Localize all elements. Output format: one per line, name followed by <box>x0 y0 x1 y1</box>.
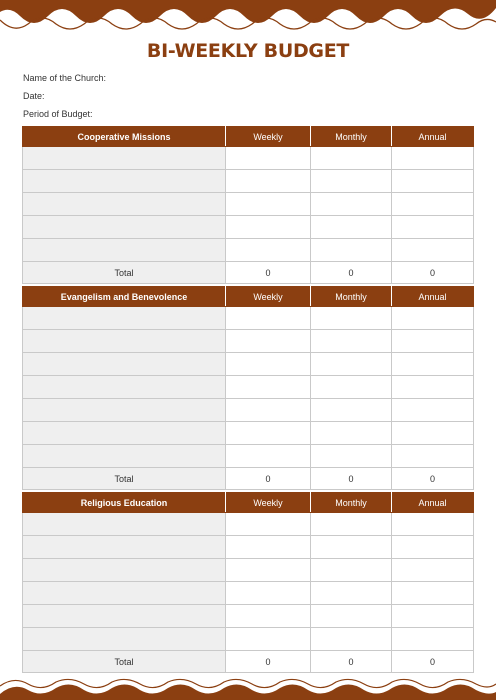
total-value: 0 <box>311 651 392 673</box>
annual-amount-cell[interactable] <box>392 239 474 262</box>
top-wave-decoration <box>0 0 496 34</box>
annual-amount-cell[interactable] <box>392 330 474 353</box>
annual-amount-cell[interactable] <box>392 399 474 422</box>
table-row <box>23 216 474 239</box>
section-header-row <box>23 493 474 513</box>
annual-amount-cell[interactable] <box>392 559 474 582</box>
table-row <box>23 147 474 170</box>
weekly-amount-cell[interactable] <box>226 216 311 239</box>
item-name-cell[interactable] <box>23 422 226 445</box>
page-title: BI-WEEKLY BUDGET <box>146 40 350 62</box>
total-row <box>23 262 474 284</box>
table-row <box>23 445 474 468</box>
monthly-amount-cell[interactable] <box>311 330 392 353</box>
table-row <box>23 628 474 651</box>
weekly-amount-cell[interactable] <box>226 170 311 193</box>
column-header-annual: Annual <box>392 127 474 147</box>
weekly-amount-cell[interactable] <box>226 399 311 422</box>
item-name-cell[interactable] <box>23 445 226 468</box>
monthly-amount-cell[interactable] <box>311 445 392 468</box>
table-row <box>23 193 474 216</box>
weekly-amount-cell[interactable] <box>226 422 311 445</box>
annual-amount-cell[interactable] <box>392 605 474 628</box>
total-value: 0 <box>392 468 474 490</box>
table-row <box>23 330 474 353</box>
total-value: 0 <box>226 651 311 673</box>
weekly-amount-cell[interactable] <box>226 353 311 376</box>
section-title: Religious Education <box>23 493 226 513</box>
item-name-cell[interactable] <box>23 353 226 376</box>
monthly-amount-cell[interactable] <box>311 307 392 330</box>
monthly-amount-cell[interactable] <box>311 216 392 239</box>
weekly-amount-cell[interactable] <box>226 605 311 628</box>
weekly-amount-cell[interactable] <box>226 147 311 170</box>
monthly-amount-cell[interactable] <box>311 399 392 422</box>
annual-amount-cell[interactable] <box>392 536 474 559</box>
weekly-amount-cell[interactable] <box>226 307 311 330</box>
weekly-amount-cell[interactable] <box>226 376 311 399</box>
period-label: Period of Budget: <box>23 109 93 119</box>
table-row <box>23 353 474 376</box>
table-row <box>23 239 474 262</box>
table-row <box>23 513 474 536</box>
weekly-amount-cell[interactable] <box>226 582 311 605</box>
item-name-cell[interactable] <box>23 376 226 399</box>
item-name-cell[interactable] <box>23 239 226 262</box>
table-row <box>23 559 474 582</box>
monthly-amount-cell[interactable] <box>311 605 392 628</box>
column-header-weekly: Weekly <box>226 127 311 147</box>
date-label: Date: <box>23 91 45 101</box>
bottom-wave-decoration <box>0 678 496 700</box>
weekly-amount-cell[interactable] <box>226 628 311 651</box>
total-row <box>23 468 474 490</box>
weekly-amount-cell[interactable] <box>226 536 311 559</box>
table-row <box>23 582 474 605</box>
table-row <box>23 399 474 422</box>
monthly-amount-cell[interactable] <box>311 513 392 536</box>
monthly-amount-cell[interactable] <box>311 422 392 445</box>
column-header-annual: Annual <box>392 287 474 307</box>
total-value: 0 <box>392 262 474 284</box>
total-value: 0 <box>311 468 392 490</box>
annual-amount-cell[interactable] <box>392 422 474 445</box>
budget-section-table <box>22 286 474 490</box>
monthly-amount-cell[interactable] <box>311 193 392 216</box>
weekly-amount-cell[interactable] <box>226 559 311 582</box>
annual-amount-cell[interactable] <box>392 307 474 330</box>
total-label: Total <box>23 468 226 490</box>
weekly-amount-cell[interactable] <box>226 445 311 468</box>
total-value: 0 <box>226 262 311 284</box>
annual-amount-cell[interactable] <box>392 170 474 193</box>
monthly-amount-cell[interactable] <box>311 239 392 262</box>
item-name-cell[interactable] <box>23 147 226 170</box>
total-value: 0 <box>311 262 392 284</box>
item-name-cell[interactable] <box>23 605 226 628</box>
budget-section-table <box>22 126 474 284</box>
budget-section-table <box>22 492 474 673</box>
item-name-cell[interactable] <box>23 536 226 559</box>
weekly-amount-cell[interactable] <box>226 513 311 536</box>
section-title: Cooperative Missions <box>23 127 226 147</box>
item-name-cell[interactable] <box>23 513 226 536</box>
table-row <box>23 376 474 399</box>
column-header-weekly: Weekly <box>226 287 311 307</box>
item-name-cell[interactable] <box>23 193 226 216</box>
annual-amount-cell[interactable] <box>392 582 474 605</box>
item-name-cell[interactable] <box>23 307 226 330</box>
item-name-cell[interactable] <box>23 582 226 605</box>
section-title: Evangelism and Benevolence <box>23 287 226 307</box>
table-row <box>23 422 474 445</box>
weekly-amount-cell[interactable] <box>226 193 311 216</box>
item-name-cell[interactable] <box>23 559 226 582</box>
column-header-weekly: Weekly <box>226 493 311 513</box>
annual-amount-cell[interactable] <box>392 628 474 651</box>
annual-amount-cell[interactable] <box>392 513 474 536</box>
column-header-monthly: Monthly <box>311 493 392 513</box>
column-header-monthly: Monthly <box>311 127 392 147</box>
annual-amount-cell[interactable] <box>392 193 474 216</box>
monthly-amount-cell[interactable] <box>311 628 392 651</box>
monthly-amount-cell[interactable] <box>311 376 392 399</box>
item-name-cell[interactable] <box>23 399 226 422</box>
church-name-label: Name of the Church: <box>23 73 107 83</box>
total-row <box>23 651 474 673</box>
weekly-amount-cell[interactable] <box>226 239 311 262</box>
item-name-cell[interactable] <box>23 628 226 651</box>
item-name-cell[interactable] <box>23 216 226 239</box>
item-name-cell[interactable] <box>23 170 226 193</box>
table-row <box>23 307 474 330</box>
total-label: Total <box>23 651 226 673</box>
monthly-amount-cell[interactable] <box>311 147 392 170</box>
total-value: 0 <box>226 468 311 490</box>
annual-amount-cell[interactable] <box>392 147 474 170</box>
monthly-amount-cell[interactable] <box>311 536 392 559</box>
annual-amount-cell[interactable] <box>392 445 474 468</box>
section-header-row <box>23 127 474 147</box>
item-name-cell[interactable] <box>23 330 226 353</box>
column-header-annual: Annual <box>392 493 474 513</box>
monthly-amount-cell[interactable] <box>311 353 392 376</box>
total-label: Total <box>23 262 226 284</box>
column-header-monthly: Monthly <box>311 287 392 307</box>
monthly-amount-cell[interactable] <box>311 559 392 582</box>
section-header-row <box>23 287 474 307</box>
total-value: 0 <box>392 651 474 673</box>
annual-amount-cell[interactable] <box>392 216 474 239</box>
table-row <box>23 605 474 628</box>
monthly-amount-cell[interactable] <box>311 170 392 193</box>
annual-amount-cell[interactable] <box>392 353 474 376</box>
table-row <box>23 170 474 193</box>
monthly-amount-cell[interactable] <box>311 582 392 605</box>
weekly-amount-cell[interactable] <box>226 330 311 353</box>
annual-amount-cell[interactable] <box>392 376 474 399</box>
table-row <box>23 536 474 559</box>
